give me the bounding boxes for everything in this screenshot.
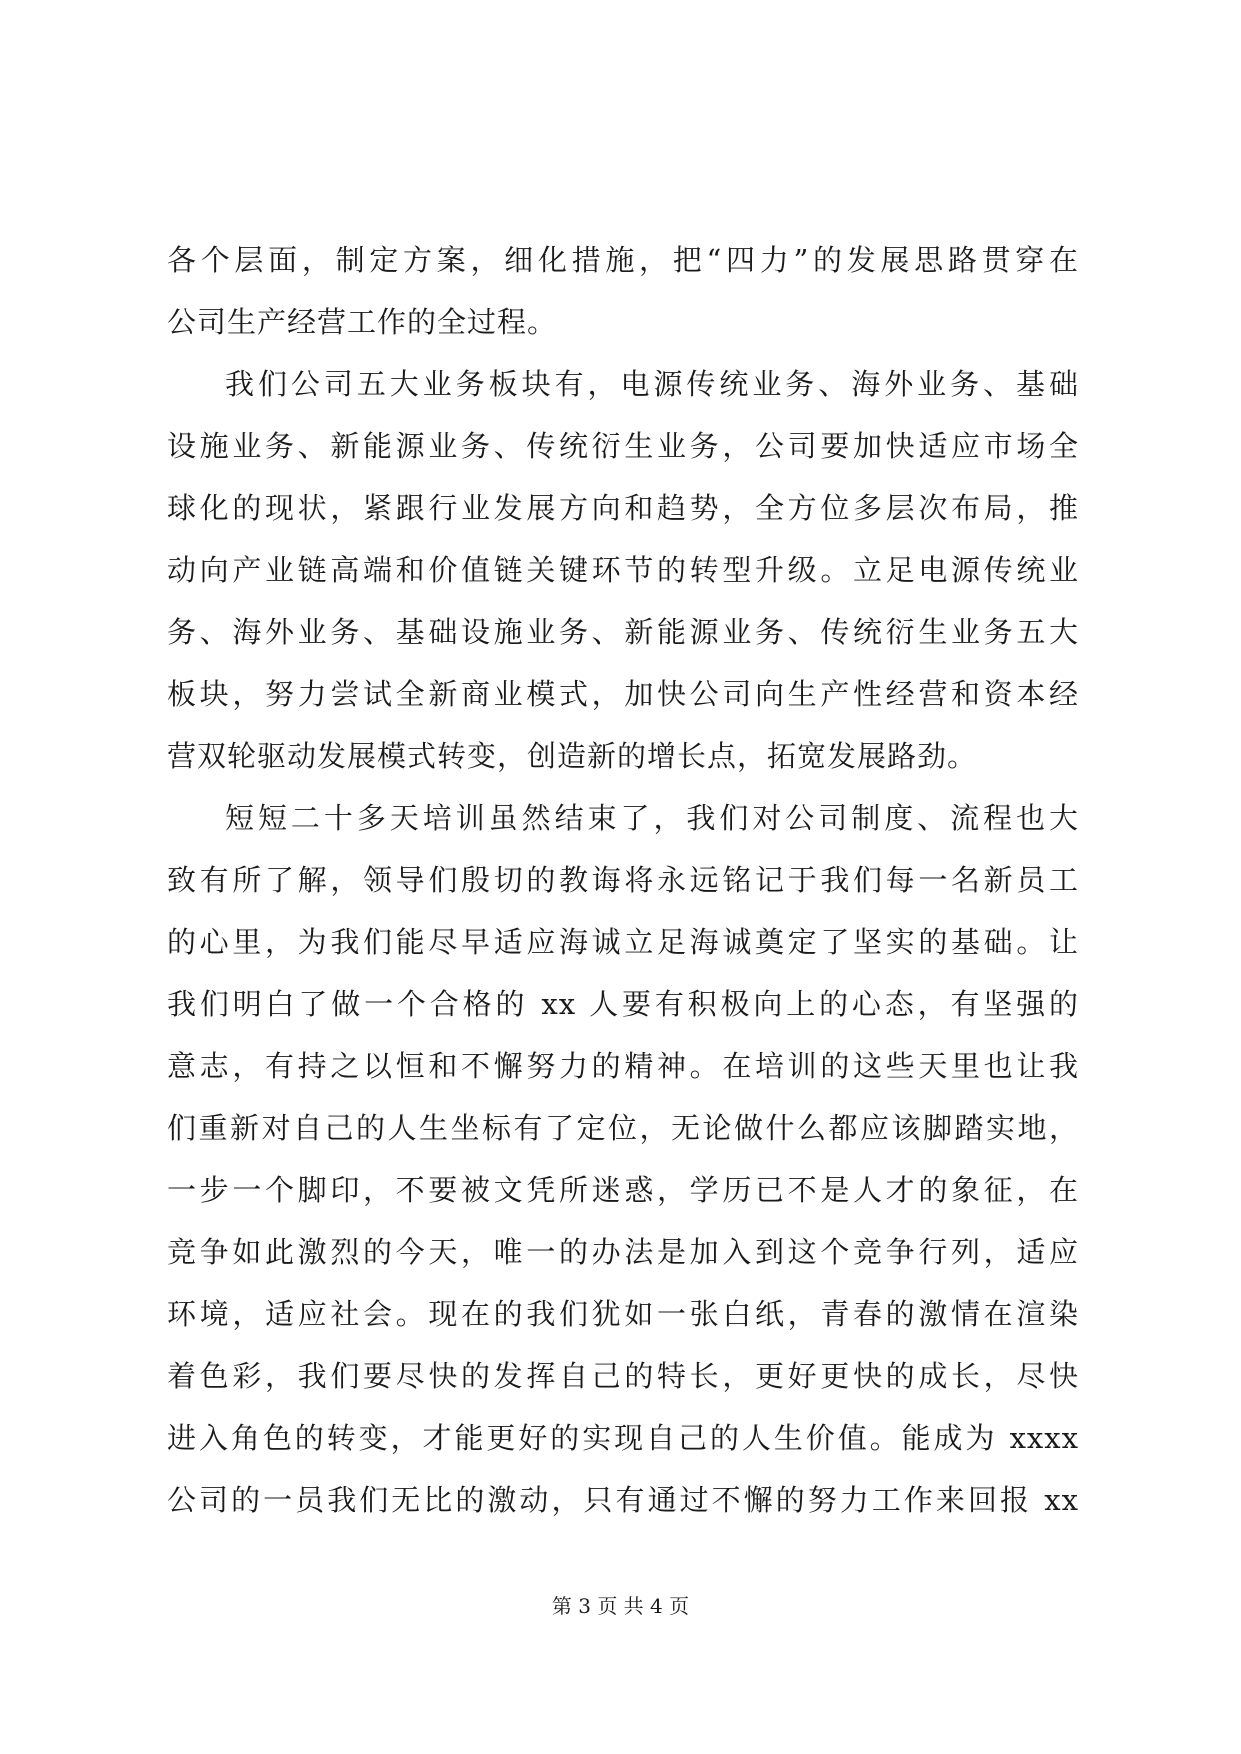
text-line: 球化的现状，紧跟行业发展方向和趋势，全方位多层次布局，推 [167, 491, 1079, 525]
text-line: 务、海外业务、基础设施业务、新能源业务、传统衍生业务五大 [167, 615, 1079, 649]
text-line: 意志，有持之以恒和不懈努力的精神。在培训的这些天里也让我 [167, 1049, 1079, 1083]
body-text [167, 229, 1079, 1531]
text-line: 致有所了解，领导们殷切的教诲将永远铭记于我们每一名新员工 [167, 863, 1079, 897]
text-line: 我们明白了做一个合格的 xx 人要有积极向上的心态，有坚强的 [167, 987, 1079, 1021]
paragraph-first-line: 短短二十多天培训虽然结束了，我们对公司制度、流程也大 [225, 801, 1079, 835]
page-footer: 第 3 页 共 4 页 [551, 1594, 690, 1618]
text-line: 进入角色的转变，才能更好的实现自己的人生价值。能成为 xxxx [167, 1421, 1079, 1455]
text-line: 设施业务、新能源业务、传统衍生业务，公司要加快适应市场全 [167, 429, 1079, 463]
text-line: 的心里，为我们能尽早适应海诚立足海诚奠定了坚实的基础。让 [167, 925, 1079, 959]
text-line: 竞争如此激烈的今天，唯一的办法是加入到这个竞争行列，适应 [167, 1235, 1079, 1269]
text-line: 动向产业链高端和价值链关键环节的转型升级。立足电源传统业 [167, 553, 1079, 587]
text-line: 公司的一员我们无比的激动，只有通过不懈的努力工作来回报 xx [167, 1483, 1079, 1517]
text-line: 营双轮驱动发展模式转变，创造新的增长点，拓宽发展路劲。 [167, 739, 978, 773]
text-line: 一步一个脚印，不要被文凭所迷惑，学历已不是人才的象征，在 [167, 1173, 1079, 1207]
text-line: 环境，适应社会。现在的我们犹如一张白纸，青春的激情在渲染 [167, 1297, 1079, 1331]
text-line: 着色彩，我们要尽快的发挥自己的特长，更好更快的成长，尽快 [167, 1359, 1079, 1393]
text-line: 板块，努力尝试全新商业模式，加快公司向生产性经营和资本经 [167, 677, 1079, 711]
text-line: 各个层面，制定方案，细化措施，把“四力”的发展思路贯穿在 [167, 243, 1079, 277]
text-line: 公司生产经营工作的全过程。 [167, 305, 558, 339]
text-line: 们重新对自己的人生坐标有了定位，无论做什么都应该脚踏实地， [167, 1111, 1079, 1145]
paragraph-first-line: 我们公司五大业务板块有，电源传统业务、海外业务、基础 [225, 367, 1079, 401]
